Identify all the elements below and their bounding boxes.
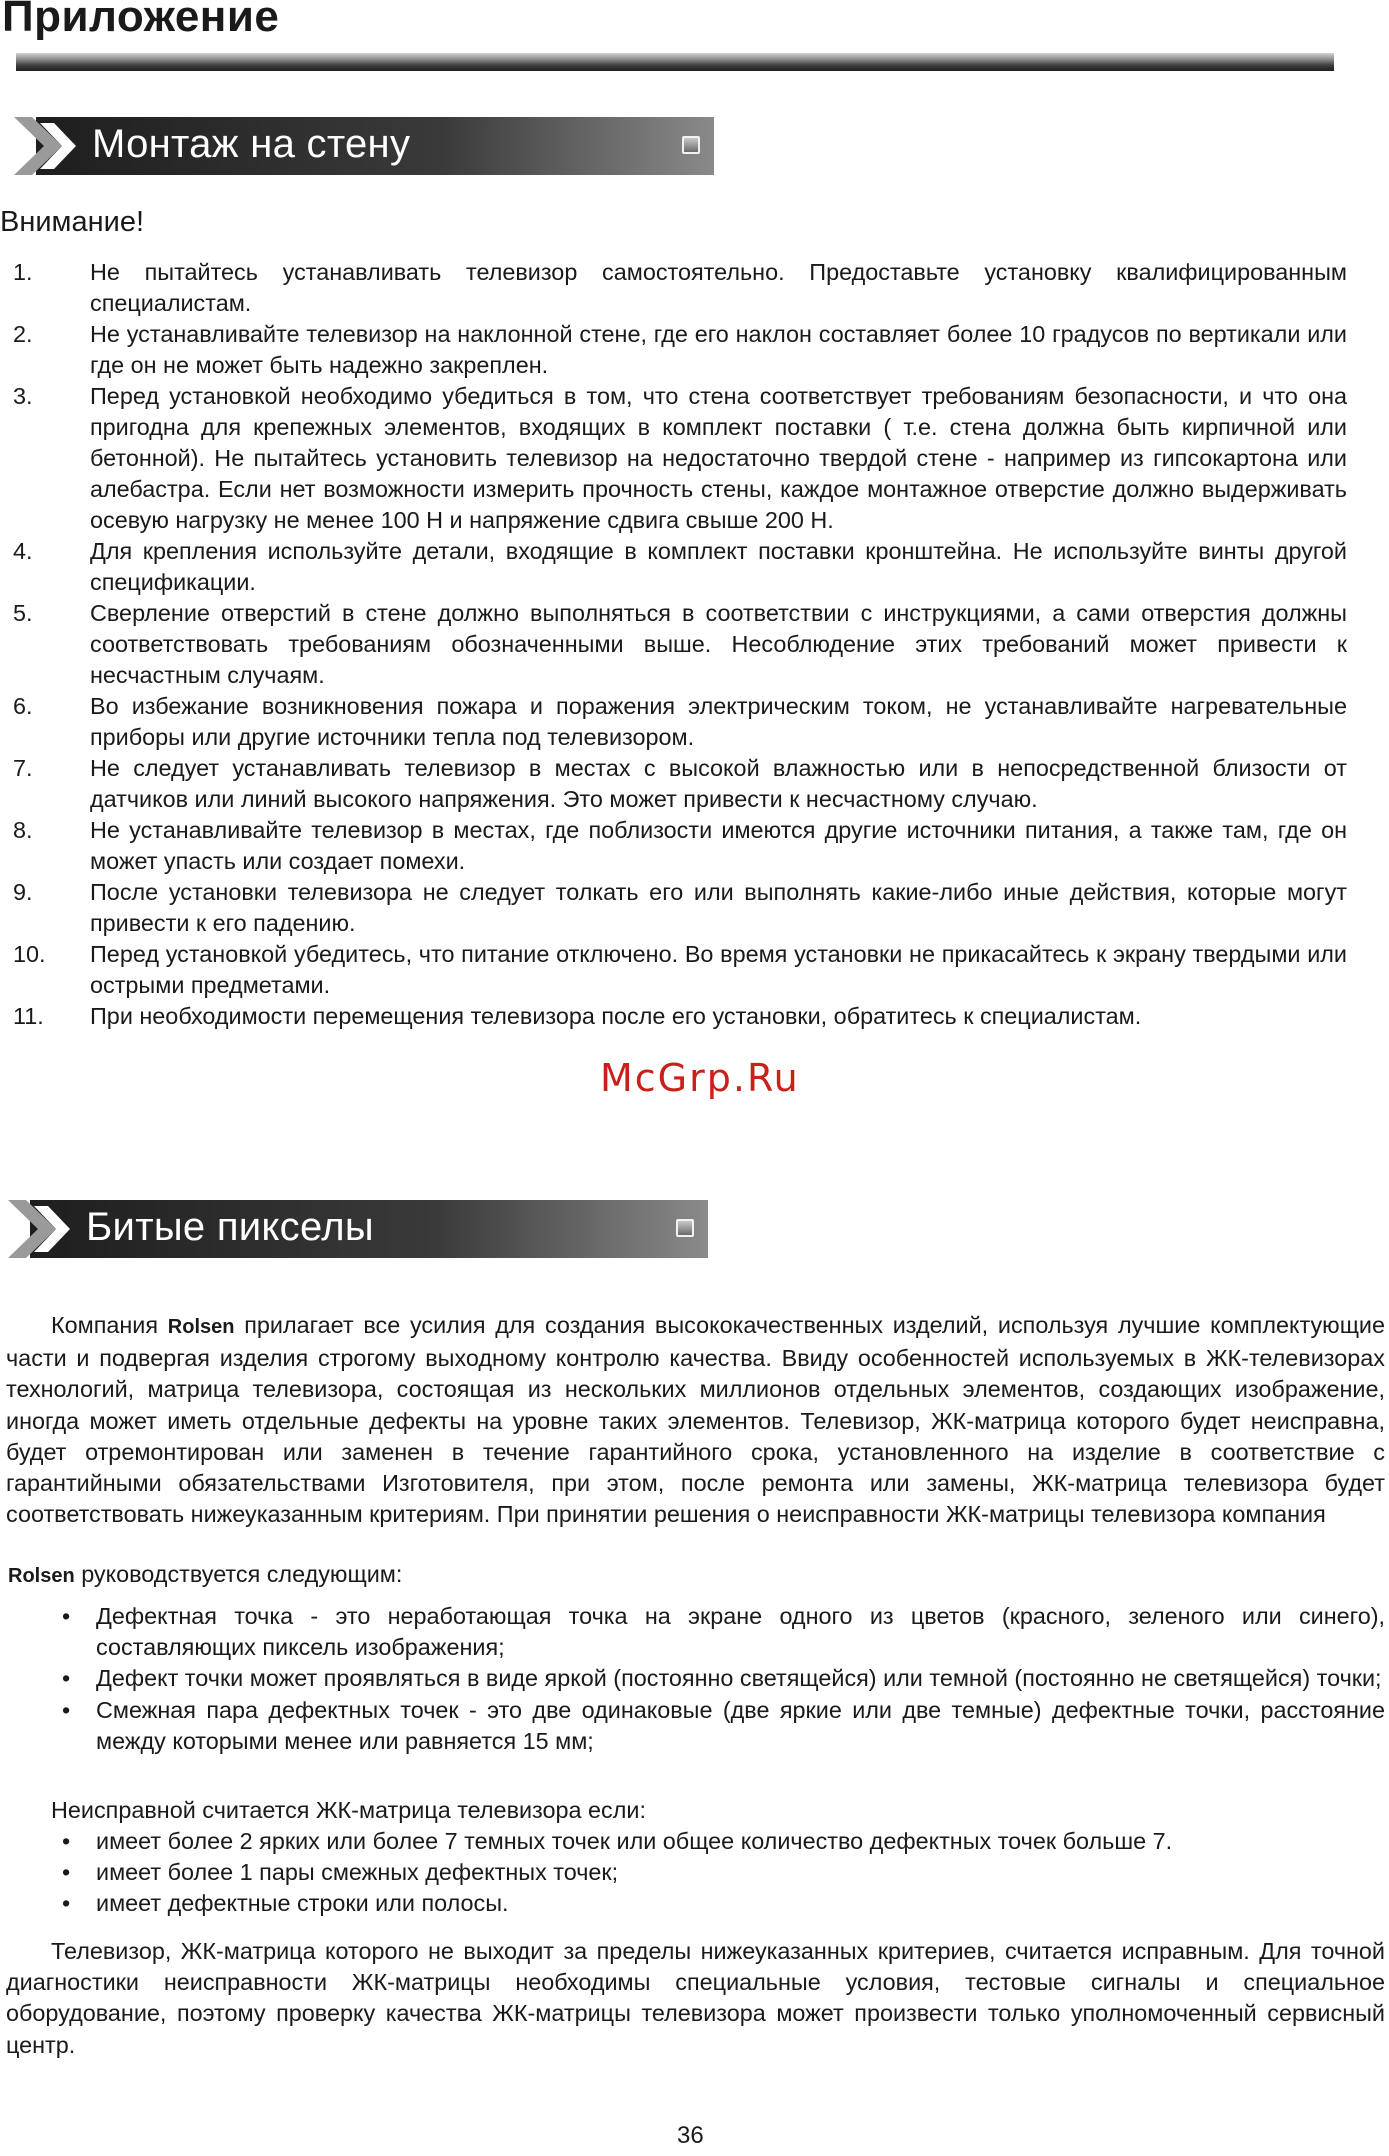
defect-definitions xyxy=(0,1601,1385,1757)
dead-pixels-heading: Битые пикселы xyxy=(86,1205,374,1249)
list-item xyxy=(0,691,1347,753)
list-item xyxy=(0,319,1347,381)
dead-pixels-guided xyxy=(8,1559,1387,1592)
bullet-icon: • xyxy=(62,1603,71,1629)
item-number: 6. xyxy=(13,693,33,719)
item-text: имеет более 1 пары смежных дефектных точек; xyxy=(96,1859,619,1886)
item-number: 1. xyxy=(13,259,33,285)
list-item xyxy=(0,877,1347,939)
item-text: Не устанавливайте телевизор на наклонной стене, где его наклон составляет более 10 градусов по вертикали или где он не может быть надежно закреплен. xyxy=(90,321,1347,378)
item-text: Не устанавливайте телевизор в местах, где поблизости имеются другие источники питания, а также там, где он может упасть или создает помехи. xyxy=(90,817,1347,874)
square-icon xyxy=(676,1219,694,1237)
brand-name: Rolsen xyxy=(167,1316,235,1338)
list-item xyxy=(0,815,1347,877)
item-text: Не следует устанавливать телевизор в местах с высокой влажностью или в непосредственной близости от датчиков или линий высокого напряжения. Это может привести к несчастному случаю. xyxy=(90,755,1347,812)
watermark: McGrp.Ru xyxy=(600,1056,800,1100)
item-number: 8. xyxy=(13,817,33,843)
item-number: 10. xyxy=(13,941,46,967)
list-item xyxy=(0,1888,1385,1919)
warning-heading: Внимание! xyxy=(0,206,145,238)
item-text: имеет дефектные строки или полосы. xyxy=(96,1890,509,1917)
item-text: Перед установкой убедитесь, что питание отключено. Во время установки не прикасайтесь к экрану твердыми или острыми предметами. xyxy=(90,941,1347,998)
list-item xyxy=(0,381,1347,536)
bullet-icon: • xyxy=(62,1828,71,1854)
list-item xyxy=(0,536,1347,598)
item-number: 11. xyxy=(13,1003,44,1029)
bullet-icon: • xyxy=(62,1890,71,1917)
item-text: Не пытайтесь устанавливать телевизор самостоятельно. Предоставьте установку квалифицированным специалистам. xyxy=(90,259,1347,316)
list-item xyxy=(0,1695,1385,1757)
list-item xyxy=(0,1601,1385,1663)
list-item xyxy=(0,1826,1385,1857)
bullet-icon: • xyxy=(62,1665,71,1692)
faulty-heading: Неисправной считается ЖК-матрица телевизора если: xyxy=(51,1797,646,1823)
list-item xyxy=(0,939,1347,1001)
item-text: имеет более 2 ярких или более 7 темных точек или общее количество дефектных точек больше 7. xyxy=(96,1828,1173,1854)
item-text: Для крепления используйте детали, входящие в комплект поставки кронштейна. Не используйте винты другой спецификации. xyxy=(90,538,1347,595)
item-number: 9. xyxy=(13,879,33,905)
wall-mount-heading: Монтаж на стену xyxy=(92,122,411,166)
list-item xyxy=(0,598,1347,691)
item-text: Дефект точки может проявляться в виде яркой (постоянно светящейся) или темной (постоянно не светящейся) точки; xyxy=(96,1665,1382,1692)
page-number: 36 xyxy=(677,2122,704,2149)
guided-text: руководствуется следующим: xyxy=(81,1561,403,1587)
list-item xyxy=(0,1001,1347,1032)
intro-prefix: Компания xyxy=(51,1312,159,1338)
intro-main: прилагает все усилия для создания высококачественных изделий, используя лучшие комплектующие части и подвергая изделия строгому выходному контролю качества. Ввиду особенностей используемых в ЖК-телевизорах технологий, матрица телевизора, состоящая из нескольких миллионов отдельных элементов, создающих изображение, иногда может иметь отдельные дефекты на уровне таких элементов. Телевизор, ЖК-матрица которого будет неисправна, будет отремонтирован или заменен в течение гарантийного срока, установленного на изделие в соответствие с гарантийными обязательствами Изготовителя, при этом, после ремонта или замены, ЖК-матрица телевизора будет соответствовать нижеуказанным критериям. При принятии решения о неисправности ЖК-матрицы телевизора компания xyxy=(6,1312,1386,1528)
item-text: После установки телевизора не следует толкать его или выполнять какие-либо иные действия, которые могут привести к его падению. xyxy=(90,879,1347,936)
item-number: 2. xyxy=(13,321,33,347)
bullet-icon: • xyxy=(62,1859,71,1886)
list-item xyxy=(0,1663,1385,1694)
list-item xyxy=(0,753,1347,815)
item-text: Перед установкой необходимо убедиться в том, что стена соответствует требованиям безопасности, и что она пригодна для крепежных элементов, входящих в комплект поставки ( т.е. стена должна быть кирпичной или бетонной). Не пытайтесь установить телевизор на недостаточно твердой стене - например из гипсокартона или алебастра. Если нет возможности измерить прочность стены, каждое монтажное отверстие должно выдерживать осевую нагрузку не менее 100 Н и напряжение сдвига свыше 200 Н. xyxy=(90,383,1347,533)
page-title: Приложение xyxy=(2,0,280,41)
dead-pixels-intro xyxy=(6,1310,1385,1530)
wall-mount-instructions xyxy=(0,257,1347,1032)
item-text: Сверление отверстий в стене должно выполняться в соответствии с инструкциями, а сами отверстия должны соответствовать требованиям обозначенными выше. Несоблюдение этих требований может привести к несчастным случаям. xyxy=(90,600,1347,688)
item-number: 4. xyxy=(13,538,33,564)
item-number: 3. xyxy=(13,383,33,409)
item-text: При необходимости перемещения телевизора после его установки, обратитесь к специалистам. xyxy=(90,1003,1142,1029)
item-text: Во избежание возникновения пожара и поражения электрическим током, не устанавливайте нагревательные приборы или другие источники тепла под телевизором. xyxy=(90,693,1347,750)
conclusion-paragraph: Телевизор, ЖК-матрица которого не выходит за пределы нижеуказанных критериев, считается исправным. Для точной диагностики неисправности ЖК-матрицы необходимы специальные условия, тестовые сигналы и специальное оборудование, поэтому проверку качества ЖК-матрицы телевизора может произвести только уполномоченный сервисный центр. xyxy=(6,1938,1385,2058)
bullet-icon: • xyxy=(62,1696,71,1723)
list-item xyxy=(0,257,1347,319)
title-rule xyxy=(16,53,1334,71)
square-icon xyxy=(682,136,700,154)
faulty-conditions xyxy=(0,1826,1385,1920)
section-banner-dead-pixels xyxy=(8,1200,708,1258)
item-text: Дефектная точка - это неработающая точка на экране одного из цветов (красного, зеленого или синего), составляющих пиксель изображения; xyxy=(96,1603,1385,1661)
list-item xyxy=(0,1857,1385,1888)
item-text: Смежная пара дефектных точек - это две одинаковые (две яркие или две темные) дефектные точки, расстояние между которыми менее или равняется 15 мм; xyxy=(96,1696,1385,1754)
brand-name: Rolsen xyxy=(8,1565,75,1587)
section-banner-wall-mount xyxy=(14,117,714,175)
item-number: 7. xyxy=(13,755,33,781)
item-number: 5. xyxy=(13,600,33,626)
